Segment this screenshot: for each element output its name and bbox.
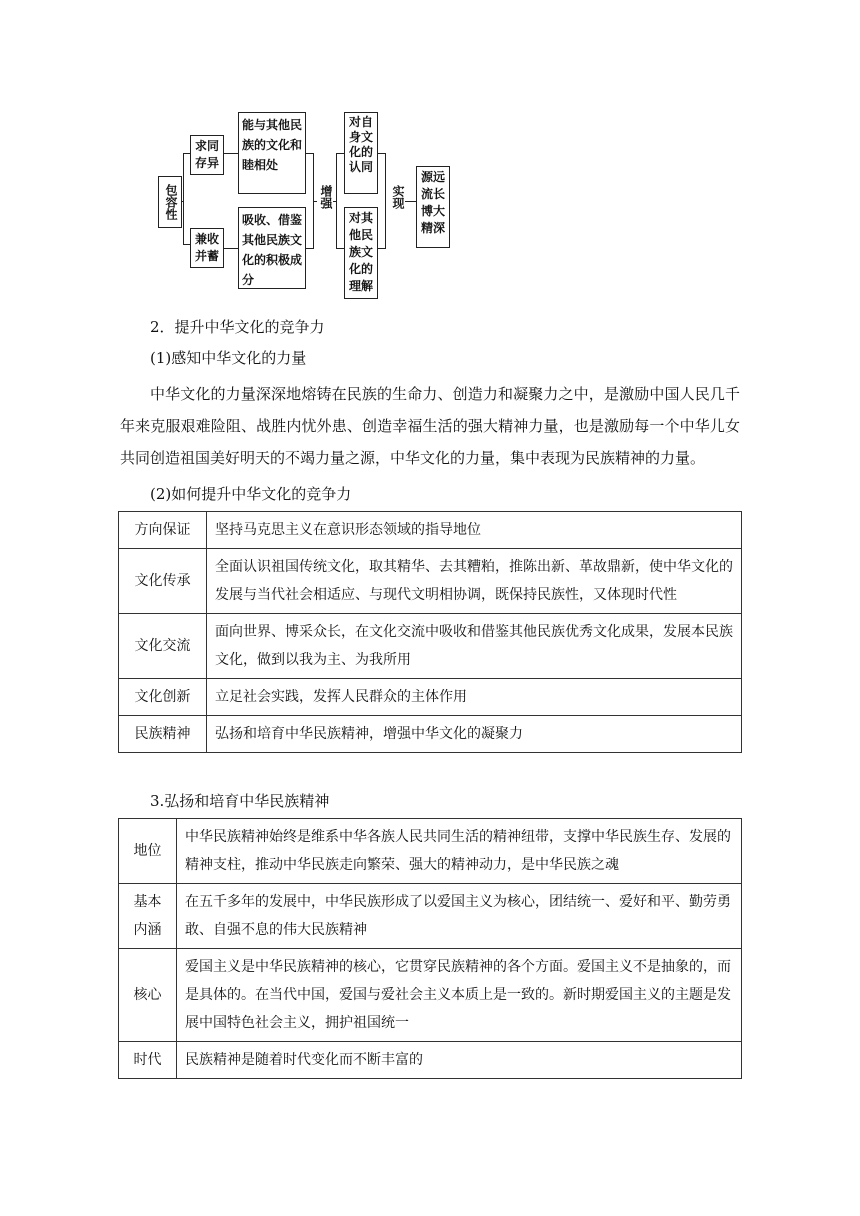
table-key: 核心	[119, 949, 177, 1042]
table-row	[119, 679, 742, 716]
diagram-result-top-box: 对自身文化的认同	[344, 112, 378, 194]
table-value: 立足社会实践，发挥人民群众的主体作用	[207, 679, 742, 716]
table-value: 面向世界、博采众长，在文化交流中吸收和借鉴其他民族优秀文化成果，发展本民族文化，做到以我为主、为我所用	[207, 614, 742, 679]
diagram-final-box: 源远流长博大精深	[416, 166, 450, 248]
diagram-branch-top-box: 求同存异	[190, 135, 224, 175]
table-value: 民族精神是随着时代变化而不断丰富的	[177, 1042, 742, 1079]
connector-line	[183, 153, 184, 245]
diagram-detail-bottom-box: 吸收、借鉴其他民族文化的积极成分	[238, 207, 306, 289]
table-value: 坚持马克思主义在意识形态领域的指导地位	[207, 512, 742, 549]
table-value: 在五千多年的发展中，中华民族形成了以爱国主义为核心，团结统一、爱好和平、勤劳勇敢、自强不息的伟大民族精神	[177, 884, 742, 949]
table-key: 时代	[119, 1042, 177, 1079]
section3-heading: 3.弘扬和培育中华民族精神	[150, 792, 330, 810]
table-key: 方向保证	[119, 512, 207, 549]
section2-sub2: (2)如何提升中华文化的竞争力	[150, 485, 352, 503]
diagram-branch-bottom-box: 兼收并蓄	[190, 228, 224, 268]
table-key: 文化传承	[119, 549, 207, 614]
connector-line	[385, 153, 386, 249]
table-row	[119, 512, 742, 549]
diagram-detail-top-box: 能与其他民族的文化和睦相处	[238, 112, 306, 194]
table-row	[119, 549, 742, 614]
table-key: 地位	[119, 819, 177, 884]
diagram-result-bottom-box: 对其他民族文化的理解	[344, 207, 378, 299]
connector-line	[336, 248, 344, 249]
table-row	[119, 716, 742, 753]
table-key: 民族精神	[119, 716, 207, 753]
section2-sub1: (1)感知中华文化的力量	[150, 349, 307, 367]
table-key: 基本内涵	[119, 884, 177, 949]
table-row	[119, 614, 742, 679]
diagram-link-strengthen: 增强	[319, 185, 333, 209]
table-row	[119, 819, 742, 884]
table-key: 文化创新	[119, 679, 207, 716]
connector-line	[313, 201, 317, 202]
section2-heading: 2．提升中华文化的竞争力	[150, 318, 325, 336]
connector-line	[224, 248, 238, 249]
connector-line	[336, 153, 344, 154]
table-value: 弘扬和培育中华民族精神，增强中华文化的凝聚力	[207, 716, 742, 753]
table-row	[119, 884, 742, 949]
table-row	[119, 1042, 742, 1079]
table-row	[119, 949, 742, 1042]
section2-paragraph: 中华文化的力量深深地熔铸在民族的生命力、创造力和凝聚力之中，是激励中国人民几千年来克服艰难险阻、战胜内忧外患、创造幸福生活的强大精神力量，也是激励每一个中华儿女共同创造祖国美好明天的不竭力量之源，中华文化的力量，集中表现为民族精神的力量。	[120, 385, 740, 467]
national-spirit-table	[118, 818, 742, 1079]
table-value: 全面认识祖国传统文化，取其精华、去其糟粕，推陈出新、革故鼎新，使中华文化的发展与当代社会相适应、与现代文明相协调，既保持民族性，又体现时代性	[207, 549, 742, 614]
table-value: 爱国主义是中华民族精神的核心，它贯穿民族精神的各个方面。爱国主义不是抽象的，而是具体的。在当代中国，爱国与爱社会主义本质上是一致的。新时期爱国主义的主题是发展中国特色社会主义，拥护祖国统一	[177, 949, 742, 1042]
table-value: 中华民族精神始终是维系中华各族人民共同生活的精神纽带，支撑中华民族生存、发展的精神支柱，推动中华民族走向繁荣、强大的精神动力，是中华民族之魂	[177, 819, 742, 884]
diagram-link-realize: 实现	[391, 185, 405, 209]
table-key: 文化交流	[119, 614, 207, 679]
competitiveness-table	[118, 511, 742, 753]
connector-line	[224, 153, 238, 154]
diagram-root-box: 包容性	[158, 176, 182, 228]
connector-line	[405, 201, 416, 202]
connector-line	[336, 153, 337, 249]
